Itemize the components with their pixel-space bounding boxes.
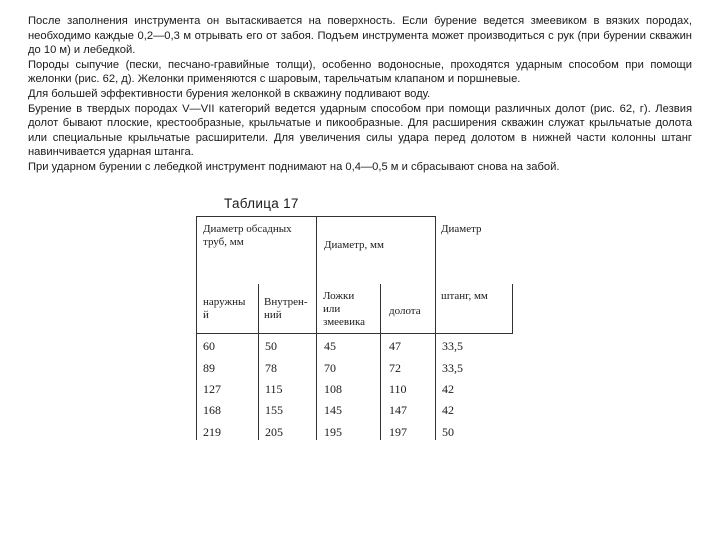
cell-spoon: 45 [324, 339, 336, 353]
body-text [28, 14, 692, 175]
cell-bit: 197 [389, 425, 407, 439]
cell-bit: 72 [389, 361, 401, 375]
header-rod: штанг, мм [441, 290, 488, 302]
cell-rod: 42 [442, 403, 454, 417]
header-inner: Внутрен- ний [264, 296, 308, 321]
paragraph-3: Для большей эффективности бурения желонкой в скважину подливают воду. [28, 87, 431, 100]
paragraph-1: После заполнения инструмента он вытаскивается на поверхность. Если бурение ведется змеевиком в вязких породах, необходимо каждые 0,2—0,3 м отрывать его от забоя. Подъем инструмента может производиться с рук (при бурении скважин до 10 м) и лебедкой. [28, 15, 692, 57]
cell-rod: 50 [442, 425, 454, 439]
cell-outer: 127 [203, 382, 221, 396]
table-top-border [196, 216, 435, 217]
cell-spoon: 145 [324, 403, 342, 417]
col-divider-1 [258, 284, 259, 440]
table-right-border [512, 284, 513, 334]
cell-rod: 33,5 [442, 361, 463, 375]
cell-spoon: 195 [324, 425, 342, 439]
cell-spoon: 108 [324, 382, 342, 396]
cell-outer: 60 [203, 339, 215, 353]
col-divider-2 [316, 216, 317, 440]
paragraph-5: При ударном бурении с лебедкой инструмент поднимают на 0,4—0,5 м и сбрасывают снова на забой. [28, 160, 560, 173]
col-divider-4 [435, 216, 436, 440]
cell-inner: 205 [265, 425, 283, 439]
cell-inner: 78 [265, 361, 277, 375]
header-bit: долота [389, 305, 421, 317]
col-divider-3 [380, 284, 381, 440]
cell-outer: 168 [203, 403, 221, 417]
cell-outer: 219 [203, 425, 221, 439]
cell-inner: 50 [265, 339, 277, 353]
cell-bit: 147 [389, 403, 407, 417]
table-header-divider [196, 333, 512, 334]
cell-spoon: 70 [324, 361, 336, 375]
paragraph-4: Бурение в твердых породах V—VII категорий ведется ударным способом при помощи различных долот (рис. 62, г). Лезвия долот бывают плоские, крестообразные, крыльчатые и пикообразные. Для расширения скважин служат крыльчатые долота или специальные крыльчатые расширители. Для увеличения силы удара перед долотом в нижней части колонны штанг навинчивается ударная штанга. [28, 102, 692, 159]
header-diameter-mm: Диаметр, мм [324, 239, 384, 251]
cell-rod: 33,5 [442, 339, 463, 353]
cell-inner: 155 [265, 403, 283, 417]
paragraph-2: Породы сыпучие (пески, песчано-гравийные толщи), особенно водоносные, проходятся ударным способом при помощи желонки (рис. 62, д). Желонки применяются с шаровым, тарельчатым клапаном и поршневые. [28, 58, 692, 86]
header-casing-diameter: Диаметр обсадных труб, мм [203, 223, 292, 248]
cell-bit: 110 [389, 382, 407, 396]
cell-inner: 115 [265, 382, 283, 396]
cell-bit: 47 [389, 339, 401, 353]
header-diameter-right: Диаметр [441, 223, 482, 235]
table-left-border [196, 216, 197, 440]
cell-rod: 42 [442, 382, 454, 396]
header-outer: наружны й [203, 296, 246, 321]
cell-outer: 89 [203, 361, 215, 375]
table-caption: Таблица 17 [224, 196, 299, 211]
header-spoon: Ложки или змеевика [323, 290, 366, 328]
